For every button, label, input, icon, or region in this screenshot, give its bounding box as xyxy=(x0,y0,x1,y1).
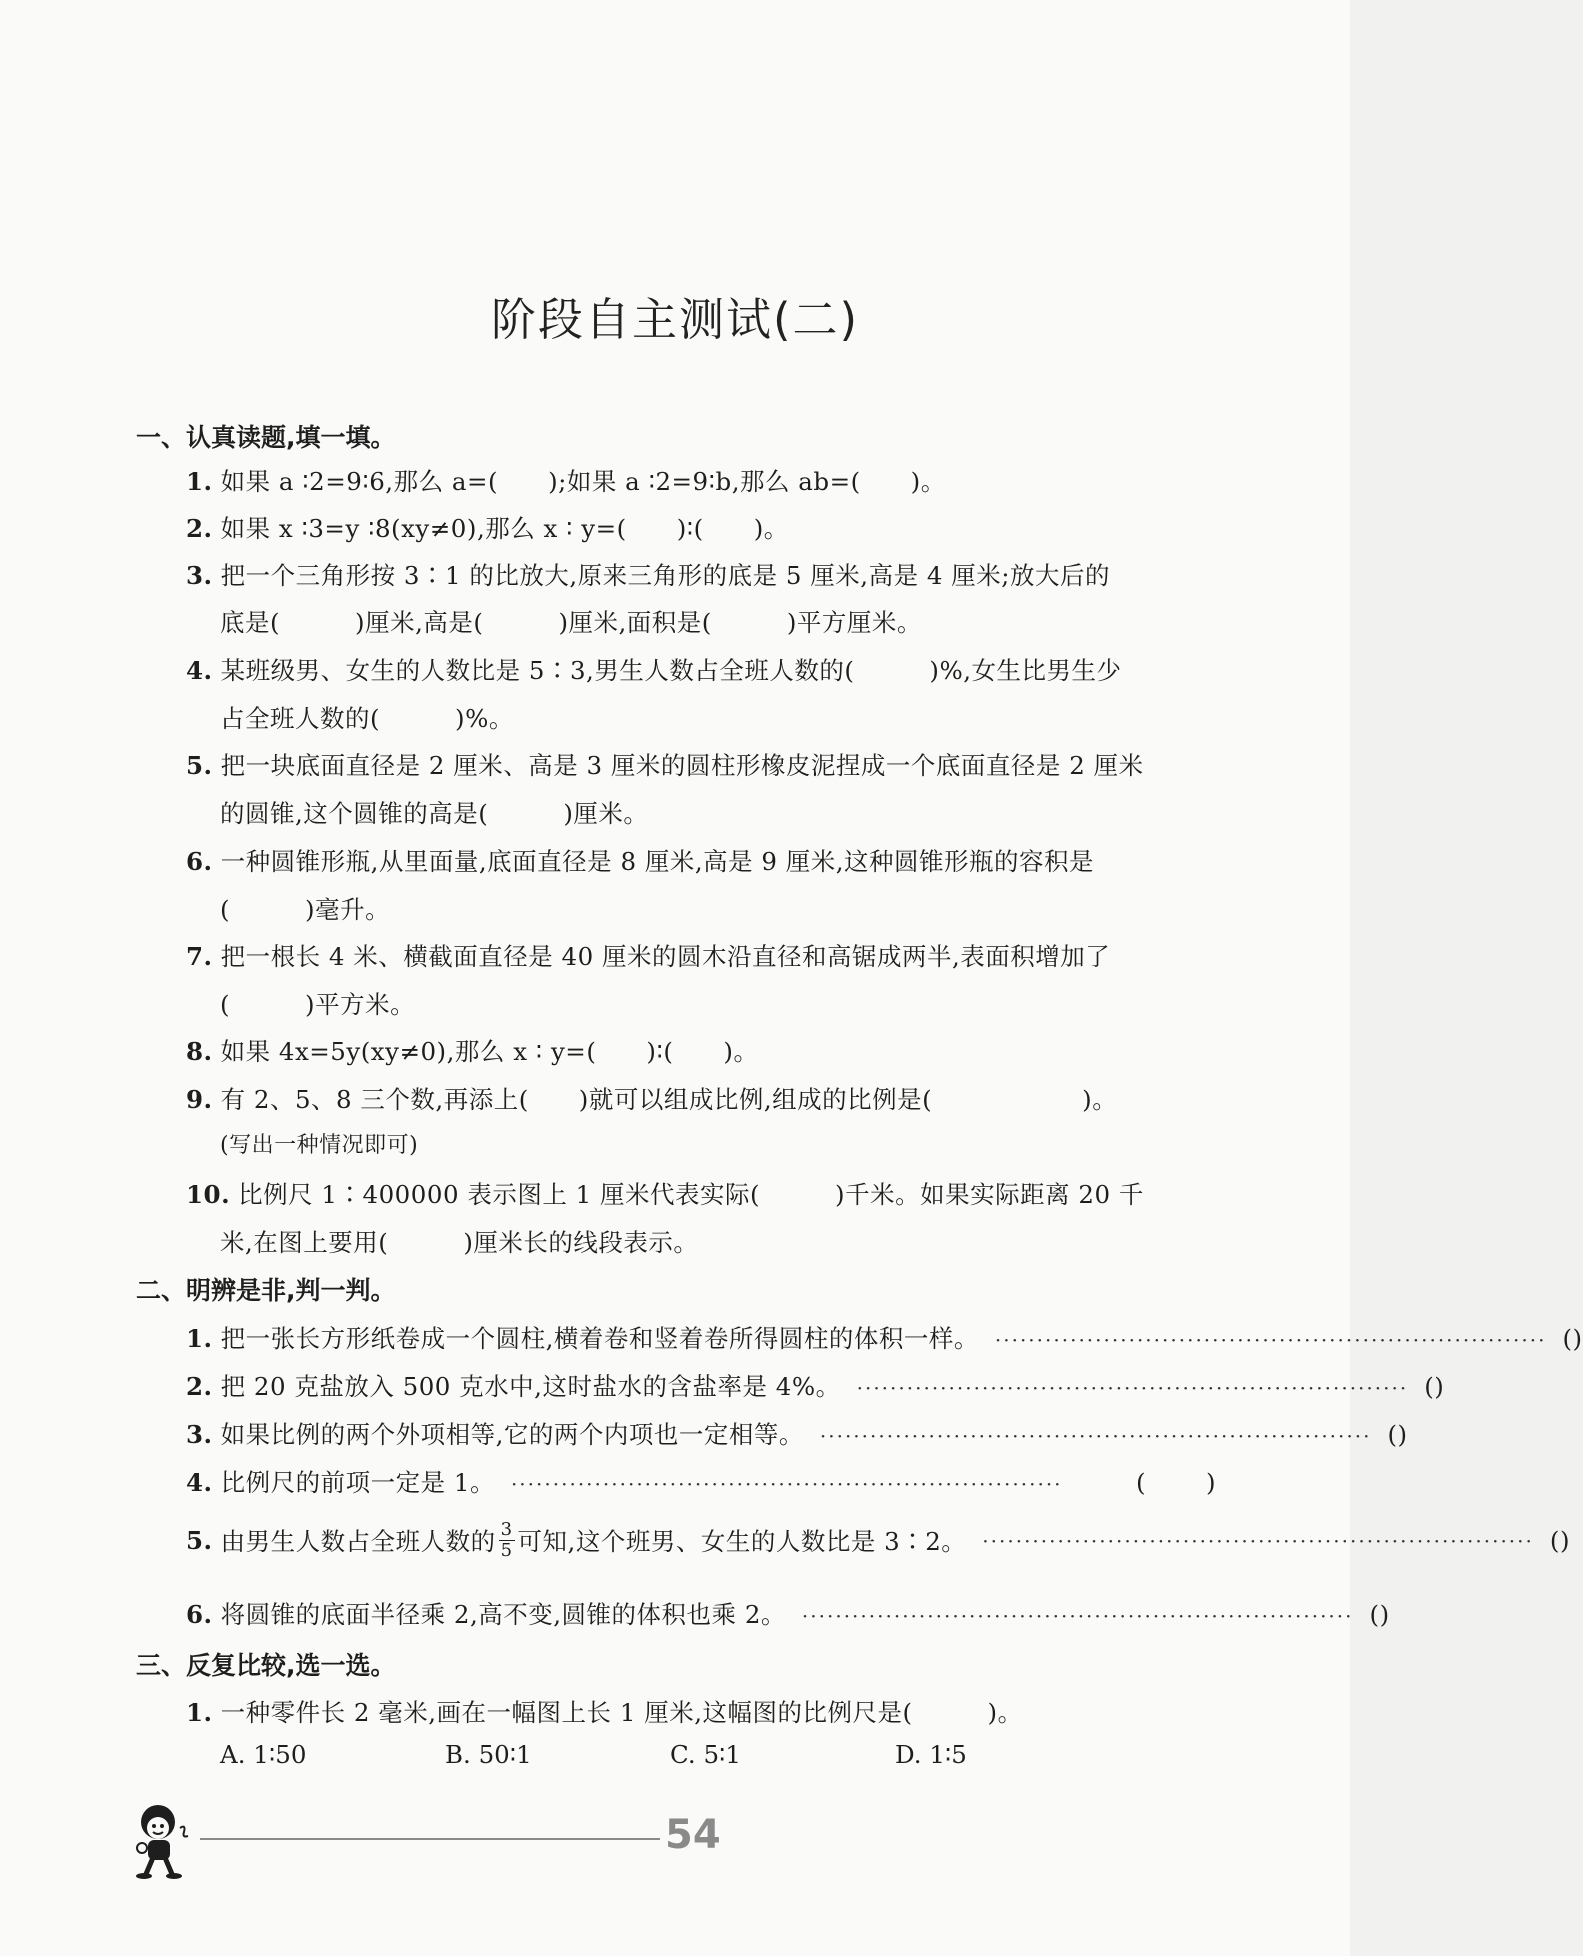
fill-question-7: 7. 把一根长 4 米、横截面直径是 40 厘米的圆木沿直径和高锯成两半,表面积增加了 xyxy=(186,942,1111,971)
answer-parens[interactable]: ( ) xyxy=(1424,1372,1445,1401)
fill-question-10-cont: 米,在图上要用( )厘米长的线段表示。 xyxy=(220,1228,699,1257)
option-b[interactable]: B. 50∶1 xyxy=(445,1740,532,1769)
choice-question-1: 1. 一种零件长 2 毫米,画在一幅图上长 1 厘米,这幅图的比例尺是( )。 xyxy=(186,1698,1023,1727)
section-fill-heading: 一、认真读题,填一填。 xyxy=(136,423,396,452)
cartoon-mascot-icon xyxy=(128,1800,198,1880)
fill-question-9-cont: (写出一种情况即可) xyxy=(220,1133,419,1158)
answer-parens[interactable]: ( ) xyxy=(1369,1600,1390,1629)
page-title: 阶段自主测试(二) xyxy=(490,293,860,346)
fill-question-5: 5. 把一块底面直径是 2 厘米、高是 3 厘米的圆柱形橡皮泥捏成一个底面直径是 2 厘米 xyxy=(186,751,1144,780)
fill-question-4-cont: 占全班人数的( )%。 xyxy=(220,704,514,733)
fill-question-10: 10. 比例尺 1∶400000 表示图上 1 厘米代表实际( )千米。如果实际距离 20 千 xyxy=(186,1180,1144,1209)
fill-question-4: 4. 某班级男、女生的人数比是 5∶3,男生人数占全班人数的( )%,女生比男生少 xyxy=(186,656,1122,685)
fill-question-3: 3. 把一个三角形按 3∶1 的比放大,原来三角形的底是 5 厘米,高是 4 厘米;放大后的 xyxy=(186,561,1110,590)
fill-question-8: 8. 如果 4x=5y(xy≠0),那么 x ∶ y=( )∶( )。 xyxy=(186,1037,759,1066)
page-number: 54 xyxy=(665,1812,721,1858)
answer-parens[interactable]: ( ) xyxy=(1562,1324,1583,1353)
option-c[interactable]: C. 5∶1 xyxy=(670,1740,741,1769)
fraction-three-fifths: $\frac{3}{5}$ xyxy=(500,1519,513,1561)
fill-question-6-cont: ( )毫升。 xyxy=(220,895,391,924)
option-a[interactable]: A. 1∶50 xyxy=(220,1740,307,1769)
judge-question-3: 3. 如果比例的两个外项相等,它的两个内项也一定相等。 ·································································· ( ) xyxy=(186,1420,1408,1449)
answer-parens[interactable]: ( ) xyxy=(1387,1420,1408,1449)
judge-question-2: 2. 把 20 克盐放入 500 克水中,这时盐水的含盐率是 4%。 ·································································· ( ) xyxy=(186,1372,1445,1401)
fill-question-2: 2. 如果 x ∶3=y ∶8(xy≠0),那么 x ∶ y=( )∶( )。 xyxy=(186,514,789,543)
section-judge-heading: 二、明辨是非,判一判。 xyxy=(136,1276,396,1305)
fill-question-6: 6. 一种圆锥形瓶,从里面量,底面直径是 8 厘米,高是 9 厘米,这种圆锥形瓶的容积是 xyxy=(186,847,1095,876)
answer-parens[interactable]: ( ) xyxy=(1136,1468,1216,1497)
option-d[interactable]: D. 1∶5 xyxy=(895,1740,967,1769)
judge-question-1: 1. 把一张长方形纸卷成一个圆柱,横着卷和竖着卷所得圆柱的体积一样。 ·································································· ( ) xyxy=(186,1324,1583,1353)
fill-question-3-cont: 底是( )厘米,高是( )厘米,面积是( )平方厘米。 xyxy=(220,608,922,637)
footer-rule xyxy=(200,1838,660,1840)
judge-question-4: 4. 比例尺的前项一定是 1。 ·································································· ( ) xyxy=(186,1468,1216,1497)
choice-options xyxy=(220,1740,1120,1769)
fill-question-9: 9. 有 2、5、8 三个数,再添上( )就可以组成比例,组成的比例是( )。 xyxy=(186,1085,1118,1114)
answer-parens[interactable]: ( ) xyxy=(1549,1526,1570,1555)
fill-question-5-cont: 的圆锥,这个圆锥的高是( )厘米。 xyxy=(220,799,649,828)
fill-question-7-cont: ( )平方米。 xyxy=(220,990,416,1019)
judge-question-5: 5. 由男生人数占全班人数的 $\frac{3}{5}$ 可知,这个班男、女生的人数比是 3∶2。 ·································································· ( ) xyxy=(186,1519,1570,1561)
judge-question-6: 6. 将圆锥的底面半径乘 2,高不变,圆锥的体积也乘 2。 ·································································· ( ) xyxy=(186,1600,1390,1629)
section-choice-heading: 三、反复比较,选一选。 xyxy=(136,1651,396,1680)
fill-question-1: 1. 如果 a ∶2=9∶6,那么 a=( );如果 a ∶2=9∶b,那么 ab=( )。 xyxy=(186,467,946,496)
